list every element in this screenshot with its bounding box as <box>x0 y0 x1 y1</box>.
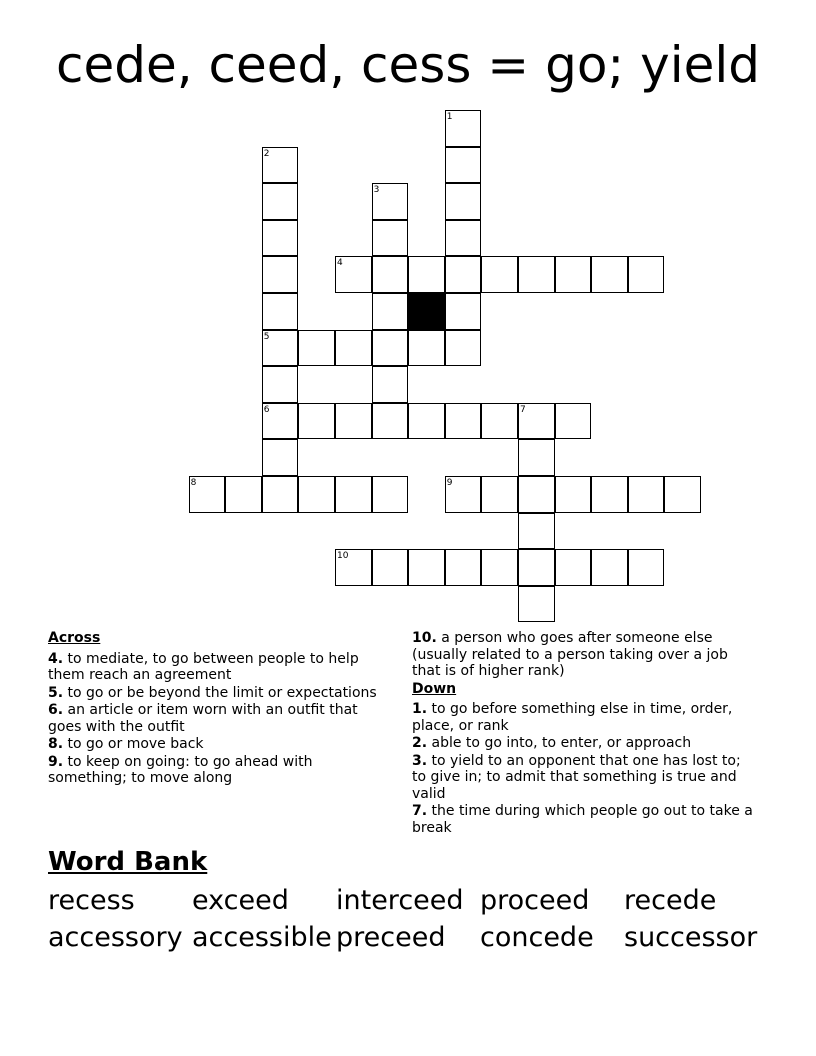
crossword-cell[interactable] <box>555 549 592 586</box>
page-title: cede, ceed, cess = go; yield <box>55 36 761 94</box>
crossword-cell[interactable] <box>445 293 482 330</box>
crossword-cell[interactable] <box>445 330 482 367</box>
crossword-cell[interactable] <box>555 256 592 293</box>
crossword-cell[interactable] <box>518 586 555 623</box>
clue-across-9: 9. to keep on going: to go ahead with something; to move along <box>48 753 313 786</box>
crossword-cell[interactable] <box>481 403 518 440</box>
crossword-cell[interactable] <box>335 330 372 367</box>
crossword-cell[interactable] <box>262 439 299 476</box>
clue-number: 3 <box>373 185 380 196</box>
crossword-cell[interactable] <box>335 403 372 440</box>
crossword-cell[interactable] <box>555 476 592 513</box>
crossword-cell[interactable] <box>408 403 445 440</box>
crossword-cell[interactable] <box>335 256 372 293</box>
crossword-cell[interactable] <box>518 256 555 293</box>
crossword-cell[interactable] <box>262 220 299 257</box>
word-bank-word: accessible <box>192 922 332 953</box>
crossword-cell[interactable] <box>518 476 555 513</box>
crossword-cell[interactable] <box>408 256 445 293</box>
crossword-cell[interactable] <box>372 549 409 586</box>
crossword-cell[interactable] <box>372 476 409 513</box>
clue-across-4: 4. to mediate, to go between people to help them reach an agreement <box>48 650 359 683</box>
crossword-cell[interactable] <box>591 256 628 293</box>
clue-number: 10 <box>337 551 349 562</box>
crossword-cell[interactable] <box>518 403 555 440</box>
crossword-cell[interactable] <box>555 403 592 440</box>
clue-number: 5 <box>263 331 270 342</box>
crossword-cell[interactable] <box>445 220 482 257</box>
clue-number: 7 <box>520 404 526 415</box>
crossword-cell[interactable] <box>262 183 299 220</box>
crossword-cell[interactable] <box>298 330 335 367</box>
clue-down-7: 7. the time during which people go out to take a break <box>412 803 753 836</box>
crossword-cell[interactable] <box>445 549 482 586</box>
crossword-cell[interactable] <box>372 220 409 257</box>
crossword-cell[interactable] <box>408 549 445 586</box>
crossword-cell[interactable] <box>372 183 409 220</box>
crossword-cell[interactable] <box>445 147 482 184</box>
crossword-cell[interactable] <box>372 366 409 403</box>
crossword-cell[interactable] <box>262 476 299 513</box>
crossword-cell[interactable] <box>518 549 555 586</box>
word-bank-word: accessory <box>48 922 183 953</box>
crossword-cell[interactable] <box>262 293 299 330</box>
clue-across-6: 6. an article or item worn with an outfit that goes with the outfit <box>48 702 358 735</box>
crossword-cell[interactable] <box>225 476 262 513</box>
clue-number: 8 <box>190 478 197 488</box>
crossword-cell[interactable] <box>262 147 299 184</box>
word-bank-word: recede <box>624 885 717 916</box>
crossword-cell[interactable] <box>481 256 518 293</box>
clue-number: 6 <box>263 404 270 415</box>
word-bank-word: interceed <box>336 885 464 916</box>
crossword-cell[interactable] <box>591 476 628 513</box>
crossword-cell[interactable] <box>372 293 409 330</box>
black-square <box>408 293 445 330</box>
crossword-cell[interactable] <box>335 549 372 586</box>
down-heading: Down <box>412 680 457 697</box>
clue-number: 4 <box>337 258 343 269</box>
word-bank-word: exceed <box>192 885 289 916</box>
crossword-cell[interactable] <box>628 549 665 586</box>
clue-number: 2 <box>263 148 270 159</box>
clue-down-1: 1. to go before something else in time, order, place, or rank <box>412 701 733 734</box>
clues-column-right <box>412 630 757 837</box>
crossword-cell[interactable] <box>189 476 226 513</box>
crossword-cell[interactable] <box>445 110 482 147</box>
crossword-cell[interactable] <box>481 476 518 513</box>
crossword-cell[interactable] <box>481 549 518 586</box>
crossword-cell[interactable] <box>445 403 482 440</box>
clue-across-8: 8. to go or move back <box>48 736 204 752</box>
crossword-cell[interactable] <box>372 256 409 293</box>
crossword-cell[interactable] <box>518 439 555 476</box>
crossword-cell[interactable] <box>445 256 482 293</box>
clue-down-2: 2. able to go into, to enter, or approach <box>412 735 692 751</box>
crossword-cell[interactable] <box>664 476 701 513</box>
word-bank-word: recess <box>48 885 135 916</box>
word-bank-word: concede <box>480 922 594 953</box>
clue-number: 9 <box>446 478 453 488</box>
crossword-cell[interactable] <box>372 330 409 367</box>
clues-column-left <box>48 630 388 788</box>
clue-number: 1 <box>446 112 453 122</box>
clue-down-3: 3. to yield to an opponent that one has lost to; to give in; to admit that something is true and valid <box>412 752 741 802</box>
crossword-cell[interactable] <box>591 549 628 586</box>
crossword-cell[interactable] <box>372 403 409 440</box>
crossword-cell[interactable] <box>262 366 299 403</box>
crossword-cell[interactable] <box>298 476 335 513</box>
crossword-cell[interactable] <box>408 330 445 367</box>
crossword-cell[interactable] <box>262 403 299 440</box>
crossword-cell[interactable] <box>445 183 482 220</box>
word-bank-word: preceed <box>336 922 446 953</box>
across-heading: Across <box>48 630 101 646</box>
crossword-cell[interactable] <box>628 256 665 293</box>
crossword-cell[interactable] <box>298 403 335 440</box>
crossword-cell[interactable] <box>335 476 372 513</box>
crossword-cell[interactable] <box>628 476 665 513</box>
crossword-cell[interactable] <box>262 256 299 293</box>
word-bank-heading: Word Bank <box>48 847 208 877</box>
crossword-cell[interactable] <box>262 330 299 367</box>
word-bank-word: successor <box>624 922 758 953</box>
crossword-cell[interactable] <box>518 513 555 550</box>
word-bank-word: proceed <box>480 885 590 916</box>
crossword-cell[interactable] <box>445 476 482 513</box>
clue-across-5: 5. to go or be beyond the limit or expectations <box>48 684 377 701</box>
clue-across-10: 10. a person who goes after someone else (usually related to a person taking over a job that is of higher rank) <box>412 630 728 679</box>
